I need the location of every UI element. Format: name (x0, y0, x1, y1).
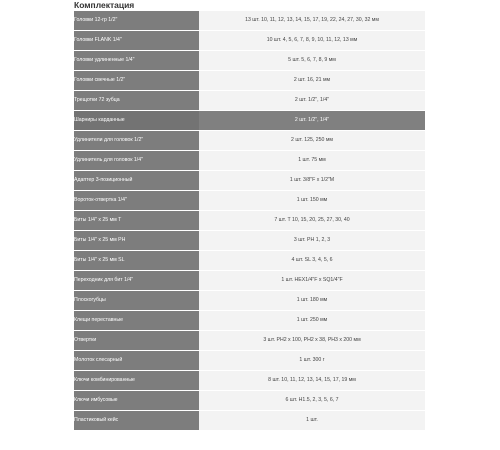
item-value: 8 шт. 10, 11, 12, 13, 14, 15, 17, 19 мм (199, 371, 425, 391)
item-name: Плоскогубцы (74, 291, 199, 311)
table-row (74, 11, 425, 31)
item-name: Шарниры карданные (74, 111, 199, 131)
table-row (74, 351, 425, 371)
item-name: Удлинители для головок 1/2" (74, 131, 199, 151)
item-name: Биты 1/4" x 25 мм T (74, 211, 199, 231)
item-value: 1 шт. 150 мм (199, 191, 425, 211)
item-name: Головки удлиненные 1/4" (74, 51, 199, 71)
item-value: 13 шт. 10, 11, 12, 13, 14, 15, 17, 19, 22, 24, 27, 30, 32 мм (199, 11, 425, 31)
item-value: 4 шт. SL 3, 4, 5, 6 (199, 251, 425, 271)
item-value: 1 шт. 180 мм (199, 291, 425, 311)
item-name: Переходник для бит 1/4" (74, 271, 199, 291)
item-value: 3 шт. PH 1, 2, 3 (199, 231, 425, 251)
table-row (74, 91, 425, 111)
table-row (74, 211, 425, 231)
table-row (74, 131, 425, 151)
table-row (74, 31, 425, 51)
spec-table (74, 10, 425, 430)
table-row (74, 391, 425, 411)
table-row (74, 271, 425, 291)
item-name: Адаптер 3-позиционный (74, 171, 199, 191)
table-row (74, 171, 425, 191)
item-value: 1 шт. HEX1/4"F x SQ1/4"F (199, 271, 425, 291)
item-name: Головки 12-гр 1/2" (74, 11, 199, 31)
item-value: 2 шт. 1/2", 1/4" (199, 91, 425, 111)
item-name: Молоток слесарный (74, 351, 199, 371)
item-name: Удлинитель для головок 1/4" (74, 151, 199, 171)
item-value: 1 шт. (199, 411, 425, 431)
item-name: Ключи имбусовые (74, 391, 199, 411)
item-name: Головки свечные 1/2" (74, 71, 199, 91)
item-name: Клещи переставные (74, 311, 199, 331)
table-row (74, 411, 425, 431)
table-row (74, 191, 425, 211)
item-value: 1 шт. 75 мм (199, 151, 425, 171)
item-value: 2 шт. 125, 250 мм (199, 131, 425, 151)
item-name: Головки FLANK 1/4" (74, 31, 199, 51)
section-title: Комплектация (74, 0, 135, 10)
item-value: 3 шт. PH2 x 100, PH2 x 38, PH3 x 200 мм (199, 331, 425, 351)
item-value: 6 шт. H1.5, 2, 3, 5, 6, 7 (199, 391, 425, 411)
item-value: 5 шт. 5, 6, 7, 8, 9 мм (199, 51, 425, 71)
table-row (74, 251, 425, 271)
item-value: 2 шт. 1/2", 1/4" (199, 111, 425, 131)
table-row (74, 291, 425, 311)
table-row (74, 111, 425, 131)
table-row (74, 51, 425, 71)
table-row (74, 231, 425, 251)
item-name: Ключи комбинированные (74, 371, 199, 391)
item-value: 1 шт. 250 мм (199, 311, 425, 331)
item-name: Трещотки 72 зубца (74, 91, 199, 111)
table-row (74, 371, 425, 391)
table-row (74, 71, 425, 91)
item-name: Отвертки (74, 331, 199, 351)
item-name: Биты 1/4" x 25 мм SL (74, 251, 199, 271)
table-row (74, 311, 425, 331)
item-value: 2 шт. 16, 21 мм (199, 71, 425, 91)
table-row (74, 151, 425, 171)
item-name: Пластиковый кейс (74, 411, 199, 431)
item-name: Биты 1/4" x 25 мм PH (74, 231, 199, 251)
item-value: 10 шт. 4, 5, 6, 7, 8, 9, 10, 11, 12, 13 мм (199, 31, 425, 51)
item-name: Вороток-отвертка 1/4" (74, 191, 199, 211)
item-value: 7 шт. T 10, 15, 20, 25, 27, 30, 40 (199, 211, 425, 231)
item-value: 1 шт. 300 г (199, 351, 425, 371)
spec-table-body (74, 11, 425, 431)
item-value: 1 шт. 3/8"F x 1/2"M (199, 171, 425, 191)
table-row (74, 331, 425, 351)
